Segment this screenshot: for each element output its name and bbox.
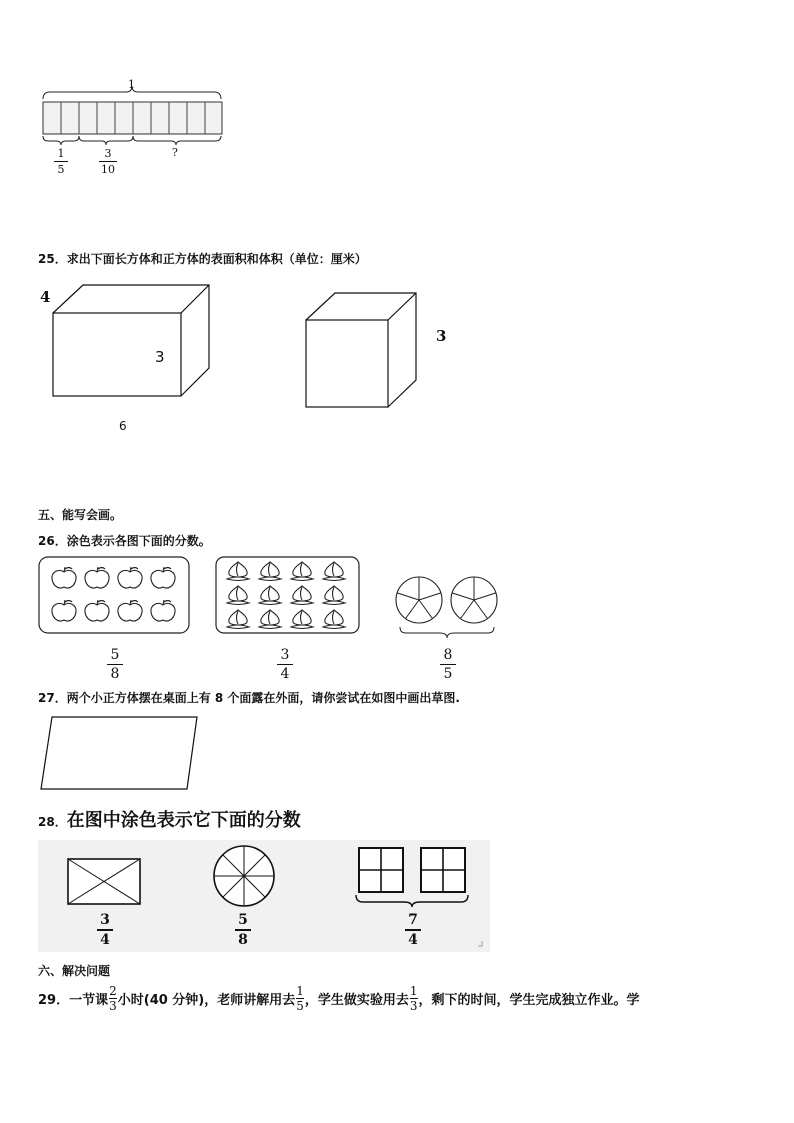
q28-number: 28． <box>38 815 67 829</box>
q26-fraction-1: 5 8 <box>107 648 123 681</box>
q29-fraction-one-third: 1 3 <box>409 984 418 1013</box>
q28-fraction-2: 5 8 <box>235 913 251 947</box>
q29-number: 29． <box>38 993 70 1008</box>
q29-part4: ，剩下的时间，学生完成独立作业。学 <box>418 993 640 1008</box>
cuboid-depth-label: 4 <box>40 288 51 306</box>
section6-title: 六、解决问题 <box>38 964 111 978</box>
bar-fraction-three-tenths: 3 10 <box>101 147 115 176</box>
q29-text <box>38 985 640 1012</box>
cuboid-length-label: 6 <box>119 419 127 433</box>
q28-fraction-1: 3 4 <box>97 913 113 947</box>
q28-fraction-3: 7 4 <box>405 913 421 947</box>
q29-fraction-two-thirds: 2 3 <box>109 984 117 1013</box>
q29-fraction-one-fifth: 1 5 <box>296 984 304 1013</box>
q26-fraction-3: 8 5 <box>440 648 456 681</box>
cube-edge-label: 3 <box>436 327 447 345</box>
q29-part3: ，学生做实验用去 <box>304 993 409 1008</box>
bar-fraction-one-fifth: 1 5 <box>54 148 68 175</box>
bar-unknown-label: ? <box>172 146 178 159</box>
q28-text: 在图中涂色表示它下面的分数 <box>66 810 301 831</box>
q25-text: 25．求出下面长方体和正方体的表面积和体积（单位：厘米） <box>38 252 367 266</box>
bar-total-label: 1 <box>128 78 135 91</box>
q26-fraction-2: 3 4 <box>277 648 293 681</box>
q29-part1: 一节课 <box>69 993 109 1008</box>
q29-part2: 小时(40 分钟)，老师讲解用去 <box>117 993 296 1008</box>
cuboid-height-label: 3 <box>155 348 165 366</box>
section5-title: 五、能写会画。 <box>38 508 123 522</box>
q27-text: 27．两个小正方体摆在桌面上有 8 个面露在外面，请你尝试在如图中画出草图. <box>38 691 460 705</box>
q26-text: 26．涂色表示各图下面的分数。 <box>38 534 211 548</box>
